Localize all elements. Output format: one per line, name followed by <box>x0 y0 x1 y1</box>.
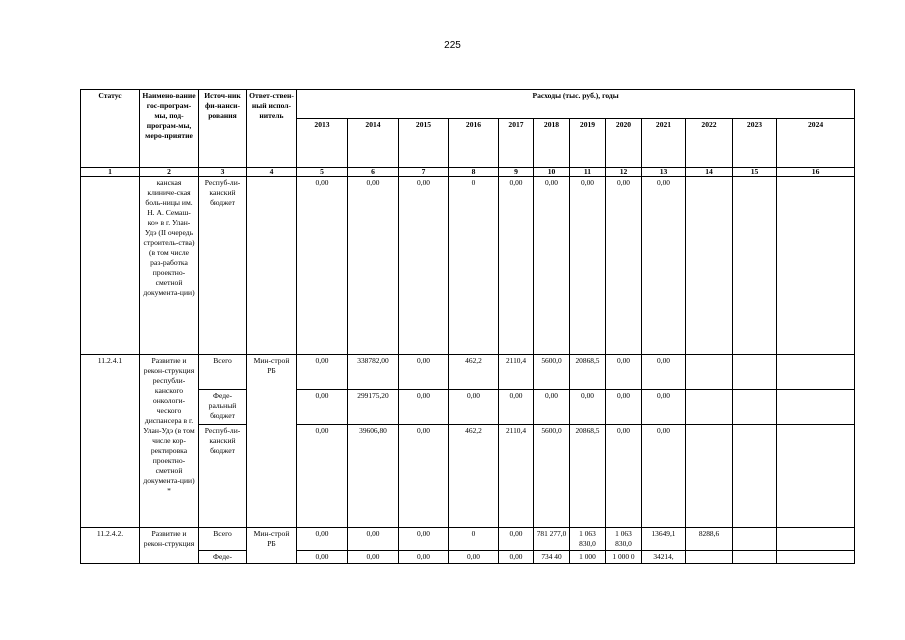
value-cell: 5600,0 <box>534 425 570 528</box>
year-header: 2019 <box>570 119 606 168</box>
value-cell <box>733 528 777 551</box>
index-cell: 1 <box>81 168 140 177</box>
year-header: 2017 <box>499 119 534 168</box>
header-name: Наимено-вание гос-програм-мы, под-програм-мы, меро-приятие <box>140 90 199 168</box>
index-cell: 7 <box>399 168 449 177</box>
value-cell: 1 000 0 <box>606 551 642 564</box>
value-cell: 0,00 <box>642 355 686 390</box>
table-row <box>81 355 855 390</box>
index-cell: 13 <box>642 168 686 177</box>
value-cell: 1 063 830,0 <box>606 528 642 551</box>
value-cell <box>686 177 733 355</box>
value-cell: 734 40 <box>534 551 570 564</box>
index-cell: 6 <box>348 168 399 177</box>
header-status: Статус <box>81 90 140 168</box>
value-cell <box>777 177 855 355</box>
value-cell: 0,00 <box>606 390 642 425</box>
value-cell: 8288,6 <box>686 528 733 551</box>
index-cell: 10 <box>534 168 570 177</box>
year-header: 2015 <box>399 119 449 168</box>
index-cell: 9 <box>499 168 534 177</box>
value-cell: 0,00 <box>534 390 570 425</box>
value-cell <box>733 551 777 564</box>
status-cell <box>81 177 140 355</box>
year-header: 2013 <box>297 119 348 168</box>
table-row <box>81 528 855 551</box>
header-row-1 <box>81 90 855 119</box>
value-cell <box>777 425 855 528</box>
index-cell: 12 <box>606 168 642 177</box>
value-cell <box>733 425 777 528</box>
value-cell: 39606,80 <box>348 425 399 528</box>
value-cell: 0,00 <box>297 177 348 355</box>
status-cell: 11.2.4.2. <box>81 528 140 564</box>
executor-cell: Мин-строй РБ <box>247 355 297 528</box>
index-cell: 16 <box>777 168 855 177</box>
page-number: 225 <box>444 40 461 51</box>
executor-cell: Мин-строй РБ <box>247 528 297 564</box>
value-cell <box>733 177 777 355</box>
value-cell <box>686 355 733 390</box>
index-cell: 8 <box>449 168 499 177</box>
value-cell: 0,00 <box>570 177 606 355</box>
value-cell: 0 <box>449 528 499 551</box>
year-header: 2022 <box>686 119 733 168</box>
source-cell: Респуб-ли-канский бюджет <box>199 425 247 528</box>
year-header: 2020 <box>606 119 642 168</box>
source-cell: Всего <box>199 355 247 390</box>
value-cell: 0,00 <box>399 390 449 425</box>
source-cell: Респуб-ли-канский бюджет <box>199 177 247 355</box>
name-cell: Развитие и рекон-струкция <box>140 528 199 564</box>
value-cell <box>777 528 855 551</box>
index-cell: 14 <box>686 168 733 177</box>
value-cell: 781 277,0 <box>534 528 570 551</box>
index-cell: 15 <box>733 168 777 177</box>
value-cell: 0,00 <box>297 425 348 528</box>
value-cell <box>686 390 733 425</box>
index-row <box>81 168 855 177</box>
year-header: 2018 <box>534 119 570 168</box>
value-cell: 0,00 <box>297 355 348 390</box>
value-cell: 0,00 <box>642 390 686 425</box>
value-cell: 2110,4 <box>499 355 534 390</box>
year-header: 2024 <box>777 119 855 168</box>
value-cell: 0,00 <box>449 551 499 564</box>
header-source: Источ-ник фи-нанси-рования <box>199 90 247 168</box>
value-cell: 462,2 <box>449 355 499 390</box>
year-header: 2014 <box>348 119 399 168</box>
index-cell: 11 <box>570 168 606 177</box>
name-cell: канская клиниче-ская боль-ницы им. Н. А. Семаш-ко» в г. Улан-Удэ (II очередь строитель-ства) (в том числе раз-работка проектно-сметной документа-ции) <box>140 177 199 355</box>
value-cell: 0,00 <box>534 177 570 355</box>
value-cell: 0,00 <box>499 528 534 551</box>
year-header: 2023 <box>733 119 777 168</box>
year-header: 2016 <box>449 119 499 168</box>
value-cell: 0,00 <box>297 551 348 564</box>
index-cell: 5 <box>297 168 348 177</box>
value-cell: 0,00 <box>399 425 449 528</box>
value-cell: 0,00 <box>399 177 449 355</box>
value-cell: 0,00 <box>399 528 449 551</box>
value-cell: 0,00 <box>399 355 449 390</box>
value-cell: 0,00 <box>499 551 534 564</box>
value-cell: 0,00 <box>399 551 449 564</box>
value-cell <box>777 390 855 425</box>
value-cell <box>733 355 777 390</box>
header-expenses: Расходы (тыс. руб.), годы <box>297 90 855 119</box>
value-cell: 5600,0 <box>534 355 570 390</box>
index-cell: 3 <box>199 168 247 177</box>
value-cell: 2110,4 <box>499 425 534 528</box>
status-cell: 11.2.4.1 <box>81 355 140 528</box>
index-cell: 2 <box>140 168 199 177</box>
value-cell: 0,00 <box>606 177 642 355</box>
value-cell: 0,00 <box>642 177 686 355</box>
value-cell: 0,00 <box>642 425 686 528</box>
value-cell: 0,00 <box>348 528 399 551</box>
executor-cell <box>247 177 297 355</box>
value-cell: 13649,1 <box>642 528 686 551</box>
value-cell: 299175,20 <box>348 390 399 425</box>
source-cell: Феде- <box>199 551 247 564</box>
source-cell: Всего <box>199 528 247 551</box>
value-cell: 0,00 <box>449 390 499 425</box>
value-cell: 0,00 <box>570 390 606 425</box>
value-cell: 0 <box>449 177 499 355</box>
table-row <box>81 177 855 355</box>
value-cell: 34214, <box>642 551 686 564</box>
year-header: 2021 <box>642 119 686 168</box>
value-cell: 1 063 830,0 <box>570 528 606 551</box>
value-cell: 0,00 <box>348 551 399 564</box>
value-cell <box>777 355 855 390</box>
value-cell: 462,2 <box>449 425 499 528</box>
index-cell: 4 <box>247 168 297 177</box>
value-cell: 338782,00 <box>348 355 399 390</box>
name-cell: Развитие и рекон-струкция республи-канского онкологи-ческого диспансера в г. Улан-Удэ (в том числе кор-ректировка проектно-сметной документа-ции) * <box>140 355 199 528</box>
value-cell: 0,00 <box>606 425 642 528</box>
value-cell <box>777 551 855 564</box>
value-cell: 0,00 <box>348 177 399 355</box>
value-cell: 0,00 <box>499 390 534 425</box>
value-cell: 0,00 <box>297 390 348 425</box>
value-cell: 20868,5 <box>570 355 606 390</box>
value-cell: 0,00 <box>499 177 534 355</box>
expenses-table <box>80 89 855 564</box>
value-cell <box>686 425 733 528</box>
value-cell <box>686 551 733 564</box>
header-executor: Ответ-ствен-ный испол-нитель <box>247 90 297 168</box>
value-cell: 20868,5 <box>570 425 606 528</box>
value-cell <box>733 390 777 425</box>
value-cell: 0,00 <box>297 528 348 551</box>
source-cell: Феде-ральный бюджет <box>199 390 247 425</box>
value-cell: 1 000 <box>570 551 606 564</box>
value-cell: 0,00 <box>606 355 642 390</box>
